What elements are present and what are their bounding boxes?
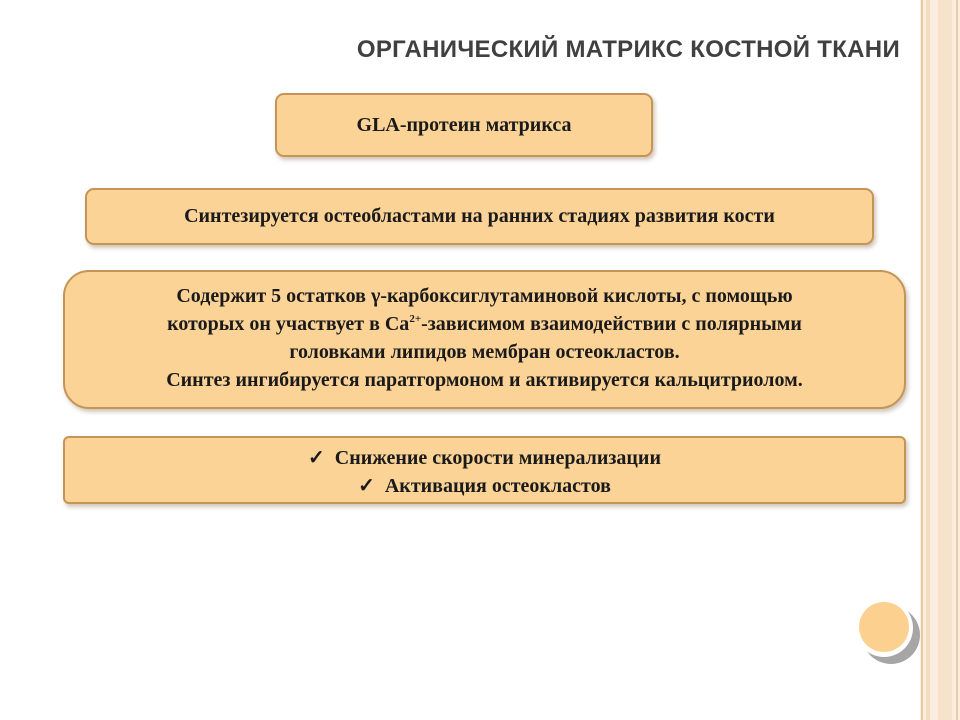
synthesis-site-box [85, 188, 874, 245]
effect-text: Активация остеокластов [384, 475, 611, 497]
slide-title: ОРГАНИЧЕСКИЙ МАТРИКС КОСТНОЙ ТКАНИ [356, 36, 900, 63]
decorative-stripe [921, 0, 923, 720]
description-line: Синтез ингибируется паратгормоном и активируется кальцитриолом. [166, 368, 803, 391]
effect-text: Снижение скорости минерализации [334, 447, 661, 469]
description-line [167, 310, 802, 338]
effect-item [358, 472, 611, 500]
protein-name-text: GLA-протеин матрикса [356, 113, 572, 136]
decorative-stripe [926, 0, 930, 720]
description-line-part: -зависимом взаимодействии с полярными [421, 312, 802, 335]
synthesis-site-text: Синтезируется остеобластами на ранних стадиях развития кости [184, 205, 775, 227]
check-icon: ✓ [308, 447, 325, 469]
charge-superscript: 2+ [409, 312, 422, 325]
decorative-stripe [956, 0, 958, 720]
decorative-circle [859, 602, 909, 652]
effects-box [63, 436, 906, 504]
description-box [63, 270, 906, 409]
protein-name-box [275, 93, 653, 157]
description-line-part: которых он участвует в Ca [167, 312, 410, 335]
description-line: головками липидов мембран остеокластов. [289, 340, 680, 363]
description-line: Содержит 5 остатков γ-карбоксиглутаминовой кислоты, с помощью [176, 284, 793, 307]
effect-item [308, 444, 661, 472]
decorative-stripe [938, 0, 952, 720]
check-icon: ✓ [358, 475, 375, 497]
